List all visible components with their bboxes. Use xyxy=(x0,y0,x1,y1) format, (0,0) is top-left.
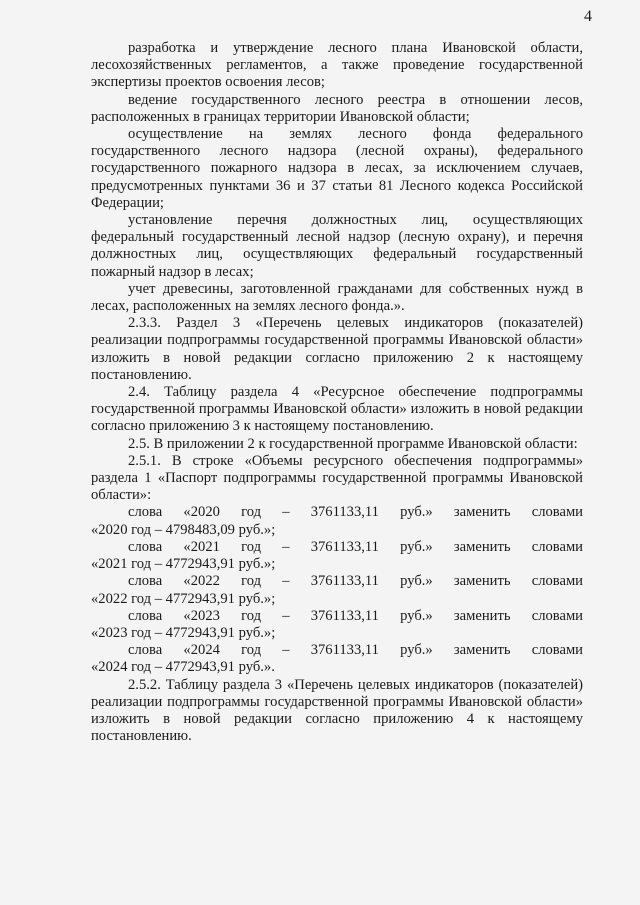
replacement-word: 3761133,11 xyxy=(310,607,379,624)
replacement-new-value: «2022 год – 4772943,91 руб.»; xyxy=(91,590,276,607)
paragraph-forest-registry: ведение государственного лесного реестра в отношении лесов, расположенных в границах территории Ивановской области; xyxy=(91,91,583,125)
page-number: 4 xyxy=(584,8,592,25)
replacement-word: год xyxy=(241,642,262,659)
paragraph-forest-plan: разработка и утверждение лесного плана Ивановской области, лесохозяйственных регламентов, а также проведение государственной экспертизы проектов освоения лесов; xyxy=(91,40,583,91)
replacement-word: заменить xyxy=(453,642,511,659)
replacement-word: – xyxy=(282,607,290,624)
replacement-word: слова xyxy=(128,607,163,624)
replacement-word: «2020 xyxy=(183,504,220,521)
replacement-word: руб.» xyxy=(400,607,433,624)
paragraph-2-3-3: 2.3.3. Раздел 3 «Перечень целевых индикаторов (показателей) реализации подпрограммы государственной программы Ивановской области» изложить в новой редакции согласно приложению 2 к настоящему постановлению. xyxy=(91,315,583,383)
replacement-2021 xyxy=(91,539,583,573)
paragraph-2-5-1: 2.5.1. В строке «Объемы ресурсного обеспечения подпрограммы» раздела 1 «Паспорт подпрограммы государственной программы Ивановской области»: xyxy=(91,452,583,504)
replacement-new-value: «2020 год – 4798483,09 руб.»; xyxy=(91,521,276,538)
paragraph-2-5: 2.5. В приложении 2 к государственной программе Ивановской области: xyxy=(128,435,578,452)
replacement-2022 xyxy=(91,573,583,607)
replacement-word: 3761133,11 xyxy=(310,642,379,659)
replacement-word: слова xyxy=(128,642,163,659)
replacement-word: заменить xyxy=(453,538,511,555)
replacement-word: 3761133,11 xyxy=(310,504,379,521)
replacement-word: руб.» xyxy=(400,538,433,555)
replacement-word: год xyxy=(241,607,262,624)
replacement-word: словами xyxy=(531,504,583,521)
replacement-word: «2024 xyxy=(183,642,220,659)
replacement-word: «2023 xyxy=(183,607,220,624)
replacement-word: год xyxy=(241,504,262,521)
document-body xyxy=(91,40,583,745)
replacement-word: год xyxy=(241,573,262,590)
replacement-2020 xyxy=(91,504,583,538)
paragraph-forest-supervision: осуществление на землях лесного фонда федерального государственного лесного надзора (лесной охраны), федерального государственного пожарного надзора в лесах, за исключением случаев, предусмотренных пунктами 36 и 37 статьи 81 Лесного кодекса Российской Федерации; xyxy=(91,126,583,211)
replacement-word: руб.» xyxy=(400,642,433,659)
replacement-word: «2022 xyxy=(183,573,220,590)
paragraph-2-5-2: 2.5.2. Таблицу раздела 3 «Перечень целевых индикаторов (показателей) реализации подпрограммы государственной программы Ивановской области» изложить в новой редакции согласно приложению 4 к настоящему постановлению. xyxy=(91,676,583,745)
replacement-word: слова xyxy=(128,504,163,521)
replacement-word: «2021 xyxy=(183,538,220,555)
replacement-word: заменить xyxy=(453,504,511,521)
replacement-word: словами xyxy=(531,607,583,624)
replacement-word: заменить xyxy=(453,607,511,624)
replacement-word: слова xyxy=(128,573,163,590)
replacement-word: руб.» xyxy=(400,573,433,590)
replacement-word: руб.» xyxy=(400,504,433,521)
replacement-new-value: «2024 год – 4772943,91 руб.». xyxy=(91,659,275,676)
replacement-word: 3761133,11 xyxy=(310,573,379,590)
replacement-word: – xyxy=(282,538,290,555)
replacement-word: заменить xyxy=(453,573,511,590)
replacement-word: – xyxy=(282,504,290,521)
replacement-word: словами xyxy=(531,573,583,590)
replacement-2024 xyxy=(91,642,583,676)
replacement-word: слова xyxy=(128,538,163,555)
paragraph-2-4: 2.4. Таблицу раздела 4 «Ресурсное обеспечение подпрограммы государственной программы Ивановской области» изложить в новой редакции согласно приложению 3 к настоящему постановлению. xyxy=(91,384,583,435)
paragraph-officials-list: установление перечня должностных лиц, осуществляющих федеральный государственный лесной надзор (лесную охрану), и перечня должностных лиц, осуществляющих федеральный государственный пожарный надзор в лесах; xyxy=(91,212,583,280)
replacement-word: – xyxy=(282,642,290,659)
replacement-word: 3761133,11 xyxy=(310,538,379,555)
replacement-new-value: «2023 год – 4772943,91 руб.»; xyxy=(91,624,276,641)
replacement-new-value: «2021 год – 4772943,91 руб.»; xyxy=(91,556,276,573)
replacement-word: – xyxy=(282,573,290,590)
replacement-2023 xyxy=(91,608,583,642)
replacement-word: словами xyxy=(531,538,583,555)
replacement-word: год xyxy=(241,538,262,555)
replacement-word: словами xyxy=(531,642,583,659)
paragraph-timber-accounting: учет древесины, заготовленной гражданами для собственных нужд в лесах, расположенных на землях лесного фонда.». xyxy=(91,280,583,315)
